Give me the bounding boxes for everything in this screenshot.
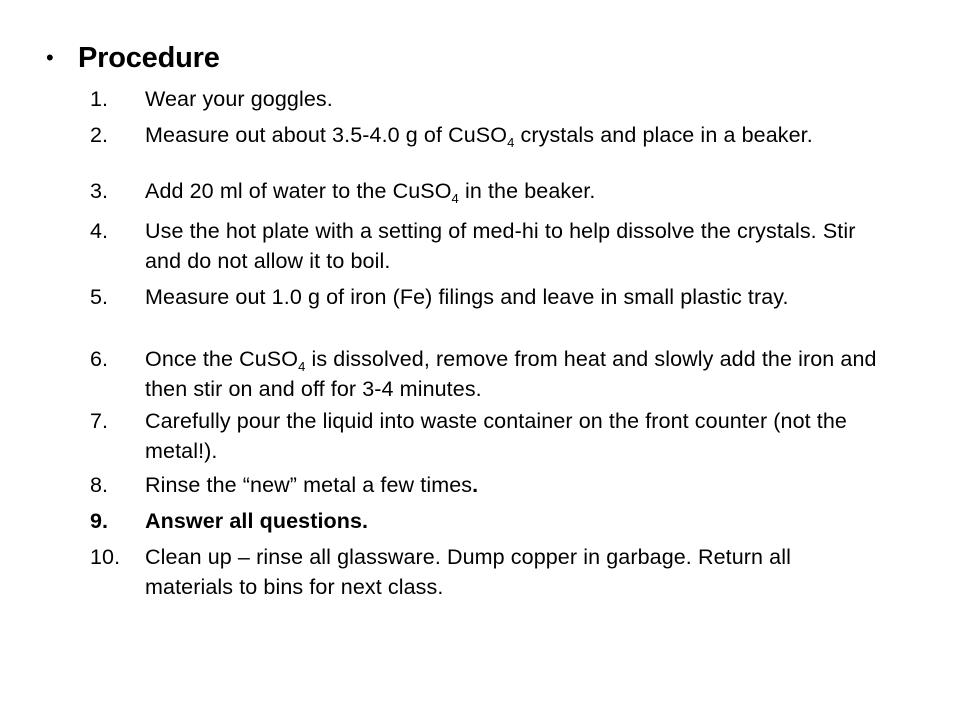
step-1 bbox=[90, 84, 880, 114]
step-2 bbox=[90, 120, 880, 150]
step-text-part: in the beaker. bbox=[458, 179, 596, 203]
step-text-part: Use the hot plate with a setting of med-hi to help dissolve the crystals. Stir and do not allow it to boil. bbox=[145, 219, 856, 273]
step-9 bbox=[90, 506, 880, 536]
step-text-part: crystals and place in a beaker. bbox=[514, 123, 813, 147]
step-text-part: Measure out 1.0 g of iron (Fe) filings and leave in small plastic tray. bbox=[145, 285, 789, 309]
step-number: 8. bbox=[90, 473, 109, 497]
step-text-part: Once the CuSO bbox=[145, 347, 299, 371]
step-text-part: Add 20 ml of water to the CuSO bbox=[145, 179, 452, 203]
step-number: 6. bbox=[90, 347, 109, 371]
step-text-part: Measure out about 3.5-4.0 g of CuSO bbox=[145, 123, 508, 147]
step-text bbox=[145, 542, 880, 602]
step-text bbox=[145, 216, 880, 276]
step-text bbox=[145, 120, 880, 150]
step-5 bbox=[90, 282, 880, 312]
step-number: 4. bbox=[90, 219, 109, 243]
subscript-4: 4 bbox=[451, 191, 459, 206]
subscript-4: 4 bbox=[507, 135, 515, 150]
step-number: 9. bbox=[90, 509, 109, 533]
step-7 bbox=[90, 406, 880, 466]
step-3 bbox=[90, 176, 880, 206]
step-6 bbox=[90, 344, 880, 404]
bullet-icon: • bbox=[46, 45, 54, 70]
step-text bbox=[145, 406, 880, 466]
step-text-part: Clean up – rinse all glassware. Dump copper in garbage. Return all materials to bins for next class. bbox=[145, 545, 791, 599]
step-text-part: Answer all questions. bbox=[145, 509, 369, 533]
step-number: 2. bbox=[90, 123, 109, 147]
step-text bbox=[145, 470, 880, 500]
step-text bbox=[145, 84, 880, 114]
step-number: 5. bbox=[90, 285, 109, 309]
step-number: 3. bbox=[90, 179, 109, 203]
procedure-heading: Procedure bbox=[78, 42, 220, 74]
step-number: 7. bbox=[90, 409, 109, 433]
step-text bbox=[145, 506, 880, 536]
step-text-part: Wear your goggles. bbox=[145, 87, 333, 111]
step-text-part: Rinse the “new” metal a few times bbox=[145, 473, 473, 497]
step-8 bbox=[90, 470, 880, 500]
step-text bbox=[145, 282, 880, 312]
step-text-bold-period: . bbox=[472, 473, 479, 497]
step-number: 10. bbox=[90, 545, 121, 569]
step-text bbox=[145, 344, 880, 404]
step-text-part: Carefully pour the liquid into waste container on the front counter (not the metal!). bbox=[145, 409, 847, 463]
step-10 bbox=[90, 542, 880, 602]
step-number: 1. bbox=[90, 87, 109, 111]
procedure-heading-row bbox=[46, 38, 220, 78]
subscript-4: 4 bbox=[298, 359, 306, 374]
step-text-part: is dissolved, remove from heat and slowly add the iron and then stir on and off for 3-4 minutes. bbox=[145, 347, 877, 401]
step-text bbox=[145, 176, 880, 206]
step-4 bbox=[90, 216, 880, 276]
